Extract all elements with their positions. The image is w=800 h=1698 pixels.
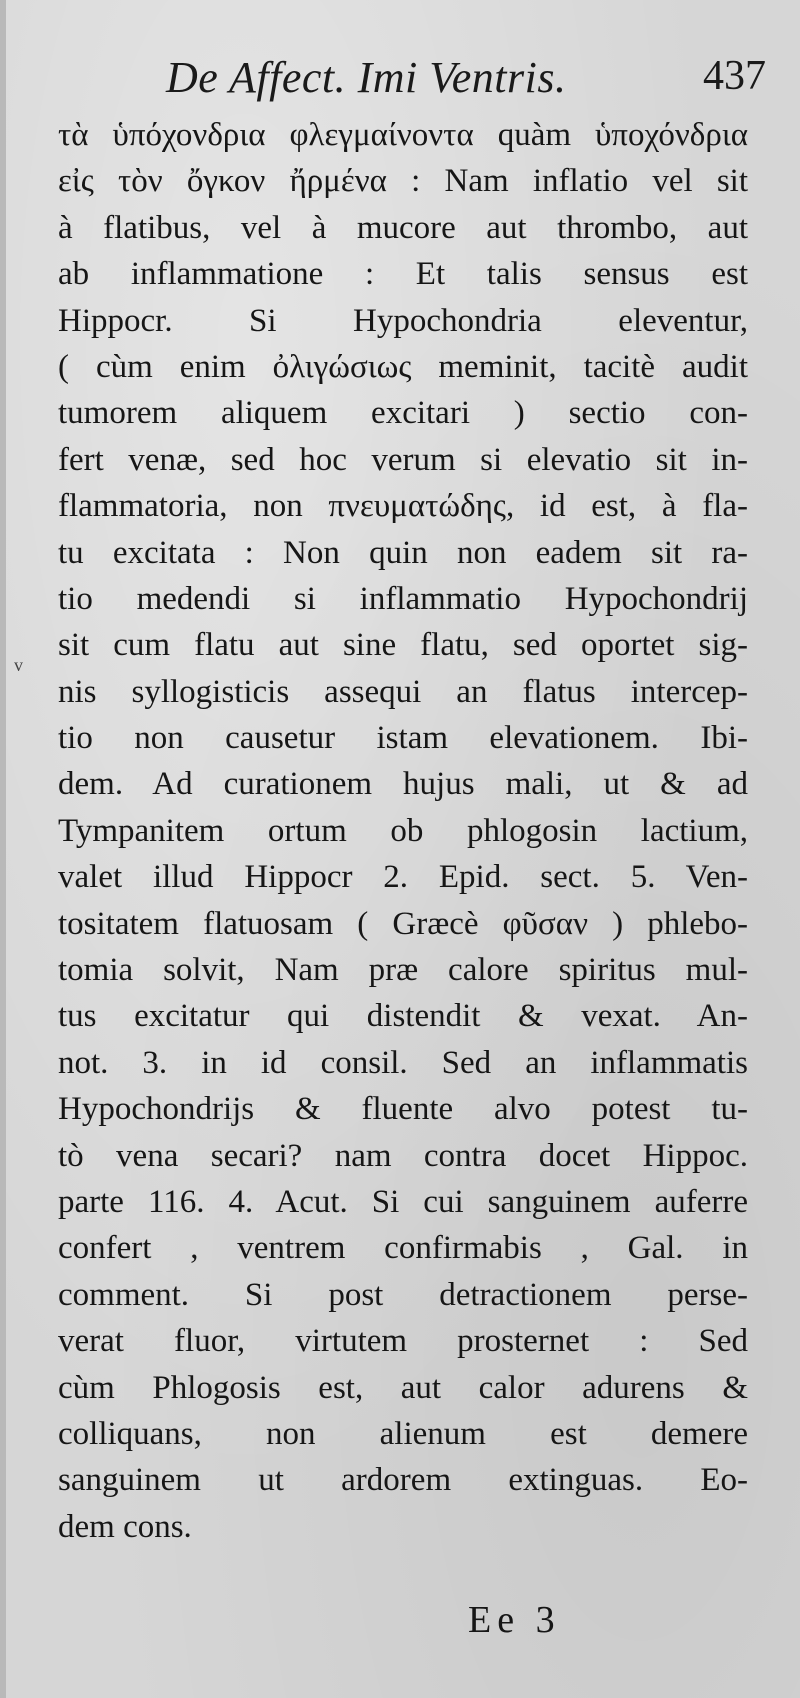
text-line: verat fluor, virtutem prosternet : Sed <box>58 1323 748 1360</box>
text-line: Hypochondrijs & fluente alvo potest tu- <box>58 1091 748 1128</box>
text-line: tio non causetur istam elevationem. Ibi- <box>58 720 748 757</box>
text-line: tumorem aliquem excitari ) sectio con- <box>58 395 748 432</box>
text-line: tus excitatur qui distendit & vexat. An- <box>58 998 748 1035</box>
text-line: tositatem flatuosam ( Græcè φῦσαν ) phlebo- <box>58 905 748 942</box>
page-header <box>166 52 766 112</box>
text-line: ab inflammatione : Et talis sensus est <box>58 256 748 293</box>
text-line: not. 3. in id consil. Sed an inflammatis <box>58 1044 748 1081</box>
text-line: parte 116. 4. Acut. Si cui sanguinem auferre <box>58 1183 748 1220</box>
text-line: sanguinem ut ardorem extinguas. Eo- <box>58 1462 748 1499</box>
text-line: cùm Phlogosis est, aut calor adurens & <box>58 1369 748 1406</box>
running-head: De Affect. Imi Ventris. <box>166 53 567 102</box>
text-line: comment. Si post detractionem perse- <box>58 1276 748 1313</box>
text-line: flammatoria, non πνευματώδης, id est, à fla- <box>58 488 748 525</box>
text-line: fert venæ, sed hoc verum si elevatio sit in- <box>58 441 748 478</box>
text-line: Hippocr. Si Hypochondria eleventur, <box>58 302 748 339</box>
text-line: τὰ ὑπόχονδρια φλεγμαίνοντα quàm ὑποχόνδρια <box>58 117 748 153</box>
margin-mark: v <box>14 655 23 675</box>
text-line: nis syllogisticis assequi an flatus intercep- <box>58 673 748 710</box>
text-line: valet illud Hippocr 2. Epid. sect. 5. Ven- <box>58 859 748 896</box>
text-line: ( cùm enim ὀλιγώσιως meminit, tacitè audit <box>58 348 748 385</box>
page-number: 437 <box>703 53 766 99</box>
text-line: tomia solvit, Nam præ calore spiritus mul- <box>58 952 748 989</box>
text-line: Tympanitem ortum ob phlogosin lactium, <box>58 812 748 849</box>
text-line: sit cum flatu aut sine flatu, sed oportet sig- <box>58 627 748 664</box>
text-line: tò vena secari? nam contra docet Hippoc. <box>58 1137 748 1174</box>
body-text <box>58 112 748 1550</box>
text-line: εἰς τὸν ὄγκον ἤρμένα : Nam inflatio vel sit <box>58 163 748 200</box>
text-line: tio medendi si inflammatio Hypochondrij <box>58 580 748 617</box>
text-line: colliquans, non alienum est demere <box>58 1415 748 1452</box>
text-line: dem cons. <box>58 1508 192 1545</box>
text-line: dem. Ad curationem hujus mali, ut & ad <box>58 766 748 803</box>
signature-mark: Ee 3 <box>468 1599 561 1641</box>
text-line: confert , ventrem confirmabis , Gal. in <box>58 1230 748 1267</box>
text-line: tu excitata : Non quin non eadem sit ra- <box>58 534 748 571</box>
text-line: à flatibus, vel à mucore aut thrombo, aut <box>58 209 748 246</box>
